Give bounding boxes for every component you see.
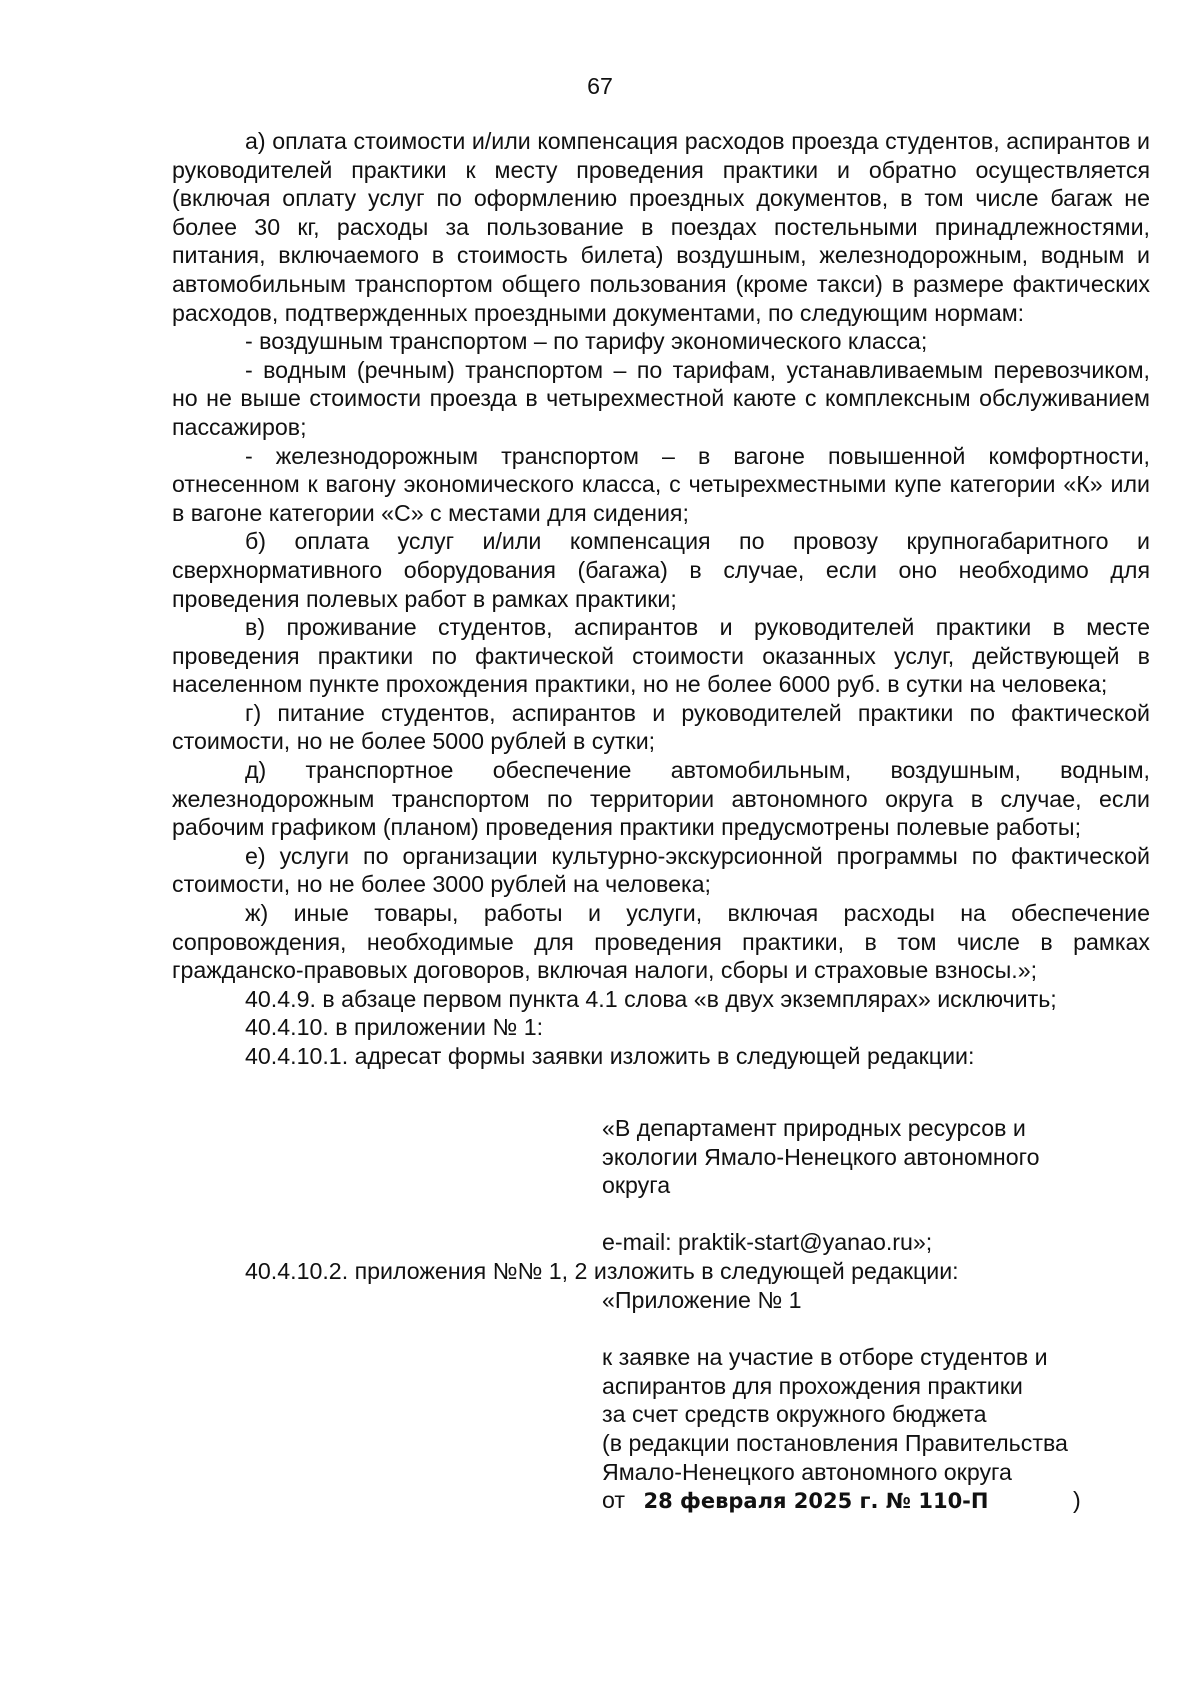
addressee-email: e-mail: praktik-start@yanao.ru»; <box>602 1229 933 1256</box>
paragraph-a: а) оплата стоимости и/или компенсация расходов проезда студентов, аспирантов и руководителей практики к месту проведения практики и обратно осуществляется (включая оплату услуг по оформлению проездных документов, в том числе багаж не более 30 кг, расходы за пользование в поездах постельными принадлежностями, питания, включаемого в стоимость билета) воздушным, железнодорожным, водным и автомобильным транспортом общего пользования (кроме такси) в размере фактических расходов, подтвержденных проездными документами, по следующим нормам: <box>172 128 1150 326</box>
paragraph-zh: ж) иные товары, работы и услуги, включая расходы на обеспечение сопровождения, необходимые для проведения практики, в том числе в рамках гражданско-правовых договоров, включая налоги, сборы и страховые взносы.»; <box>172 900 1150 984</box>
document-body-continued <box>172 1257 1150 1286</box>
addressee-line: «В департамент природных ресурсов и <box>602 1115 1026 1141</box>
addressee-line: экологии Ямало-Ненецкого автономного <box>602 1143 1040 1170</box>
addressee-block <box>602 1114 1162 1257</box>
paragraph-40-4-10: 40.4.10. в приложении № 1: <box>245 1014 544 1041</box>
close-paren: ) <box>1072 1487 1081 1514</box>
paragraph-40-4-9: 40.4.9. в абзаце первом пункта 4.1 слова «в двух экземплярах» исключить; <box>245 985 1057 1012</box>
paragraph-v: в) проживание студентов, аспирантов и руководителей практики в месте проведения практики по фактической стоимости оказанных услуг, действующей в населенном пункте прохождения практики, но не более 6000 руб. в сутки на человека; <box>172 614 1150 698</box>
date-prefix: от <box>602 1487 626 1514</box>
spacer <box>602 1200 1162 1229</box>
paragraph-g: г) питание студентов, аспирантов и руководителей практики по фактической стоимости, но не более 5000 рублей в сутки; <box>172 699 1150 755</box>
spacer <box>602 1315 1162 1344</box>
paragraph-rail-transport: - железнодорожным транспортом – в вагоне повышенной комфортности, отнесенном к вагону экономического класса, с четырехместными купе категории «К» или в вагоне категории «С» с местами для сидения; <box>172 442 1150 526</box>
paragraph-b: б) оплата услуг и/или компенсация по провозу крупногабаритного и сверхнормативного оборудования (багажа) в случае, если оно необходимо для проведения полевых работ в рамках практики; <box>172 528 1150 612</box>
paragraph-e: е) услуги по организации культурно-экскурсионной программы по фактической стоимости, но не более 3000 рублей на человека; <box>172 842 1150 898</box>
appendix-line: Ямало-Ненецкого автономного округа <box>602 1458 1012 1485</box>
paragraph-air-transport: - воздушным транспортом – по тарифу экономического класса; <box>245 328 928 355</box>
addressee-line: округа <box>602 1172 671 1199</box>
appendix-date-line <box>602 1486 1162 1516</box>
appendix-line: за счет средств окружного бюджета <box>602 1401 987 1428</box>
paragraph-d: д) транспортное обеспечение автомобильным, воздушным, водным, железнодорожным транспортом по территории автономного округа в случае, если рабочим графиком (планом) проведения практики предусмотрены полевые работы; <box>172 757 1150 841</box>
paragraph-40-4-10-2: 40.4.10.2. приложения №№ 1, 2 изложить в следующей редакции: <box>245 1258 959 1284</box>
page-number: 67 <box>587 73 613 99</box>
appendix-header-block <box>602 1286 1162 1516</box>
appendix-line: (в редакции постановления Правительства <box>602 1429 1068 1456</box>
document-body <box>172 127 1150 1071</box>
filled-date: 28 февраля 2025 г. № 110-П <box>643 1489 989 1514</box>
appendix-line: аспирантов для прохождения практики <box>602 1372 1023 1399</box>
paragraph-water-transport: - водным (речным) транспортом – по тарифам, устанавливаемым перевозчиком, но не выше стоимости проезда в четырехместной каюте с комплексным обслуживанием пассажиров; <box>172 356 1150 440</box>
paragraph-40-4-10-1: 40.4.10.1. адресат формы заявки изложить в следующей редакции: <box>245 1043 975 1069</box>
appendix-heading: «Приложение № 1 <box>602 1287 802 1313</box>
appendix-line: к заявке на участие в отборе студентов и <box>602 1344 1048 1371</box>
